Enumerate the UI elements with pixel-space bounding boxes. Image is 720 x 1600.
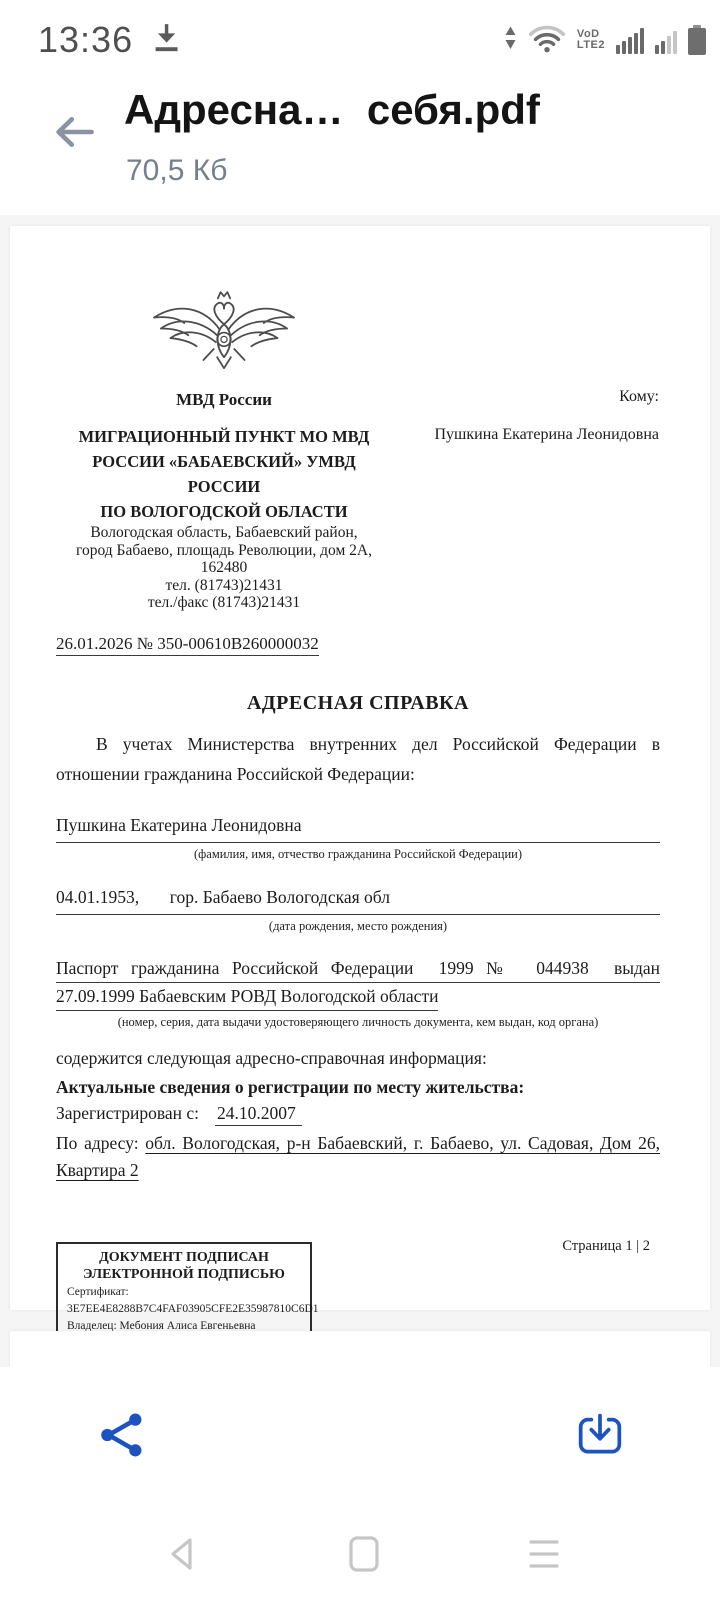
nav-home-icon[interactable] xyxy=(344,1534,384,1574)
file-title: Адресна… себя.pdf xyxy=(124,86,540,133)
address-label: По адресу: xyxy=(56,1132,139,1153)
pdf-page-1 xyxy=(10,226,710,1332)
app-header xyxy=(0,80,720,215)
page-number: Страница 1 | 2 xyxy=(562,1238,650,1254)
org-title: МВД России xyxy=(176,390,272,409)
certificate-owner: Владелец: Мебония Алиса Евгеньевна xyxy=(67,1319,256,1332)
status-bar xyxy=(0,0,720,80)
registration-heading: Актуальные сведения о регистрации по месту жительства: xyxy=(56,1076,525,1097)
signal-strength-sim2-icon xyxy=(655,26,677,54)
download-icon xyxy=(153,23,179,58)
nav-recents-icon[interactable] xyxy=(524,1534,564,1574)
field-birth: 04.01.1953, гор. Бабаево Вологодская обл xyxy=(56,887,660,915)
file-size: 70,5 Кб xyxy=(126,154,228,187)
back-arrow-icon[interactable] xyxy=(52,110,96,154)
certificate-label: Сертификат: xyxy=(67,1285,129,1298)
pdf-viewer[interactable] xyxy=(0,215,720,1367)
registered-label: Зарегистрирован с: xyxy=(56,1102,200,1123)
navigation-bar xyxy=(0,1502,720,1600)
mvd-eagle-emblem-icon xyxy=(56,286,392,386)
volte-badge: VoD LTE2 xyxy=(576,28,605,51)
intro-paragraph: В учетах Министерства внутренних дел Российской Федерации в отношении гражданина Российской Федерации: xyxy=(56,733,660,784)
registered-since-line xyxy=(56,1103,660,1126)
bottom-toolbar xyxy=(0,1367,720,1502)
recipient-name: Пушкина Екатерина Леонидовна xyxy=(434,426,659,443)
battery-icon xyxy=(688,25,706,55)
nav-back-icon[interactable] xyxy=(163,1534,203,1574)
document-title: АДРЕСНАЯ СПРАВКА xyxy=(246,691,470,714)
digital-signature-box: ДОКУМЕНТ ПОДПИСАН ЭЛЕКТРОННОЙ ПОДПИСЬЮ Сертификат: 3E7EE4E8288B7C4FAF03905CFE2E35987810C6D1 Владелец: Мебония Алиса Евгеньевна xyxy=(56,1242,312,1366)
address-value: обл. Вологодская, р-н Бабаевский, г. Бабаево, ул. Садовая, Дом 26, Квартира 2 xyxy=(56,1132,661,1180)
share-icon[interactable] xyxy=(98,1411,146,1459)
to-label: Кому: xyxy=(619,388,659,405)
clock: 13:36 xyxy=(38,19,134,60)
registered-date: 24.10.2007 xyxy=(215,1103,302,1126)
wifi-icon xyxy=(528,23,566,58)
field-passport-caption: (номер, серия, дата выдачи удостоверяющего личность документа, кем выдан, код органа) xyxy=(117,1014,599,1029)
download-icon[interactable] xyxy=(576,1411,624,1459)
pdf-page-2 xyxy=(10,1331,710,1367)
field-birth-caption: (дата рождения, место рождения) xyxy=(268,918,448,933)
org-block: МИГРАЦИОННЫЙ ПУНКТ МО МВД РОССИИ «БАБАЕВСКИЙ» УМВД РОССИИ ПО ВОЛОГОДСКОЙ ОБЛАСТИ Вологодская область, Бабаевский район, город Бабаево, площадь Революции, дом 2А, 162480 тел. (81743)21431 тел./факс (81743)21431 xyxy=(76,427,372,611)
field-passport-line1: Паспорт гражданина Российской Федерации 1999 № 044938 выдан xyxy=(56,958,660,983)
certificate-value: 3E7EE4E8288B7C4FAF03905CFE2E35987810C6D1 xyxy=(67,1302,319,1315)
field-full-name: Пушкина Екатерина Леонидовна xyxy=(56,815,660,843)
field-full-name-caption: (фамилия, имя, отчество гражданина Российской Федерации) xyxy=(194,846,522,861)
signal-strength-sim1-icon xyxy=(616,26,644,54)
data-arrows-icon xyxy=(504,25,517,56)
contains-line: содержится следующая адресно-справочная информация: xyxy=(56,1047,487,1068)
reference-number: 26.01.2026 № 350-00610В260000032 xyxy=(56,634,660,656)
registered-address-line xyxy=(56,1130,660,1184)
field-passport-line2: 27.09.1999 Бабаевским РОВД Вологодской области xyxy=(56,986,438,1011)
